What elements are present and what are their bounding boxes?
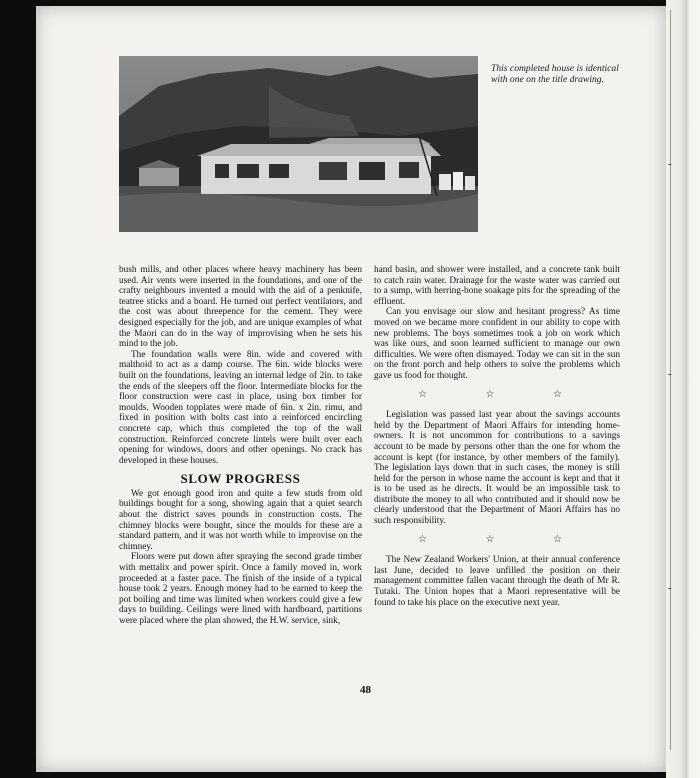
paragraph: The foundation walls were 8in. wide and covered with malthoid to act as a damp course. The 6in. wide blocks were built on the foundations, leaving an internal ledge of 2in. to take the ends of the sleepers off the floor. Intermediate blocks for the floor construction were cast in place, using box timber for moulds. Wooden topplates were made of 6in. x 2in. rimu, and fixed in position with bolts cast into a reinforced encircling concrete cap, which thus completed the top of the wall construction. Reinforced concrete lintels were built over each opening for windows, doors and other openings. No crack has developed in these houses. bbox=[119, 349, 362, 466]
paragraph: Legislation was passed last year about the savings accounts held by the Department of Maori Affairs for intending home-owners. It is not uncommon for contributions to a savings account to be made by persons other than the one for whom the account is kept (for instance, by other members of the family). The legislation lays down that in such cases, the money is still held for the person in whose name the account is kept and that it is to be used as he directs. It would be an impossible task to distribute the money to all who contributed and it should now be clearly understood that the Department of Maori Affairs has no such responsibility. bbox=[374, 410, 620, 527]
section-divider-stars: ☆ ☆ ☆ bbox=[418, 533, 590, 545]
right-column bbox=[374, 265, 620, 608]
margin-mark: - bbox=[668, 582, 672, 594]
section-heading: SLOW PROGRESS bbox=[180, 471, 301, 487]
page-binding bbox=[666, 0, 700, 778]
paragraph: The New Zealand Workers' Union, at their annual conference last June, decided to leave unfilled the position on their management committee fallen vacant through the death of Mr R. Tutaki. The Union hopes that a Maori representative will be found to take his place on the executive next year. bbox=[374, 555, 620, 608]
left-column bbox=[119, 265, 362, 627]
photo-caption: This completed house is identical with one on the title drawing. bbox=[491, 63, 619, 85]
house-photo-image bbox=[119, 56, 478, 232]
section-divider-stars: ☆ ☆ ☆ bbox=[418, 388, 590, 400]
paragraph: Floors were put down after spraying the second grade timber with mettalix and power spirit. Once a family moved in, work proceeded at a faster pace. The finish of the inside of a typical house took 2 years. Enough money had to be earned to keep the pot boiling and time was limited when workers could give a few days to building. Ceilings were lined with hardboard, partitions were placed where the plan showed, the H.W. service, sink, bbox=[119, 552, 362, 626]
page-number: 48 bbox=[360, 684, 371, 696]
binding-rule bbox=[670, 10, 671, 750]
paragraph: bush mills, and other places where heavy machinery has been used. Air vents were inserted in the foundations, and one of the crafty neighbours invented a mould with the aid of a penknife, teatree sticks and a board. He turned out perfect ventilators, and the cost was about threepence for the cement. They were designed especially for the job, and are unique examples of what the Maori can do in the way of improvising when he sets his mind to the job. bbox=[119, 265, 362, 350]
paragraph: We got enough good iron and quite a few studs from old buildings bought for a song, showing again that a quiet search about the district saves pounds in construction costs. The chimney blocks were bought, since the moulds for these are a standard pattern, and it was not worth while to improvise on the chimney. bbox=[119, 488, 362, 552]
paragraph: Can you envisage our slow and hesitant progress? As time moved on we became more confident in our ability to cope with new problems. The boys sometimes took a job on work which was like ours, and soon learned sufficient to manage our own difficulties. We were often dismayed. Today we can sit in the sun on the front porch and help others to solve the problems which gave us food for thought. bbox=[374, 307, 620, 381]
margin-mark: - bbox=[668, 368, 672, 380]
paragraph: hand basin, and shower were installed, and a concrete tank built to catch rain water. Drainage for the waste water was carried out to a sump, with herring-bone soakage pits for the spreading of the effluent. bbox=[374, 265, 620, 307]
margin-mark: - bbox=[668, 158, 672, 170]
house-photo bbox=[119, 56, 478, 232]
